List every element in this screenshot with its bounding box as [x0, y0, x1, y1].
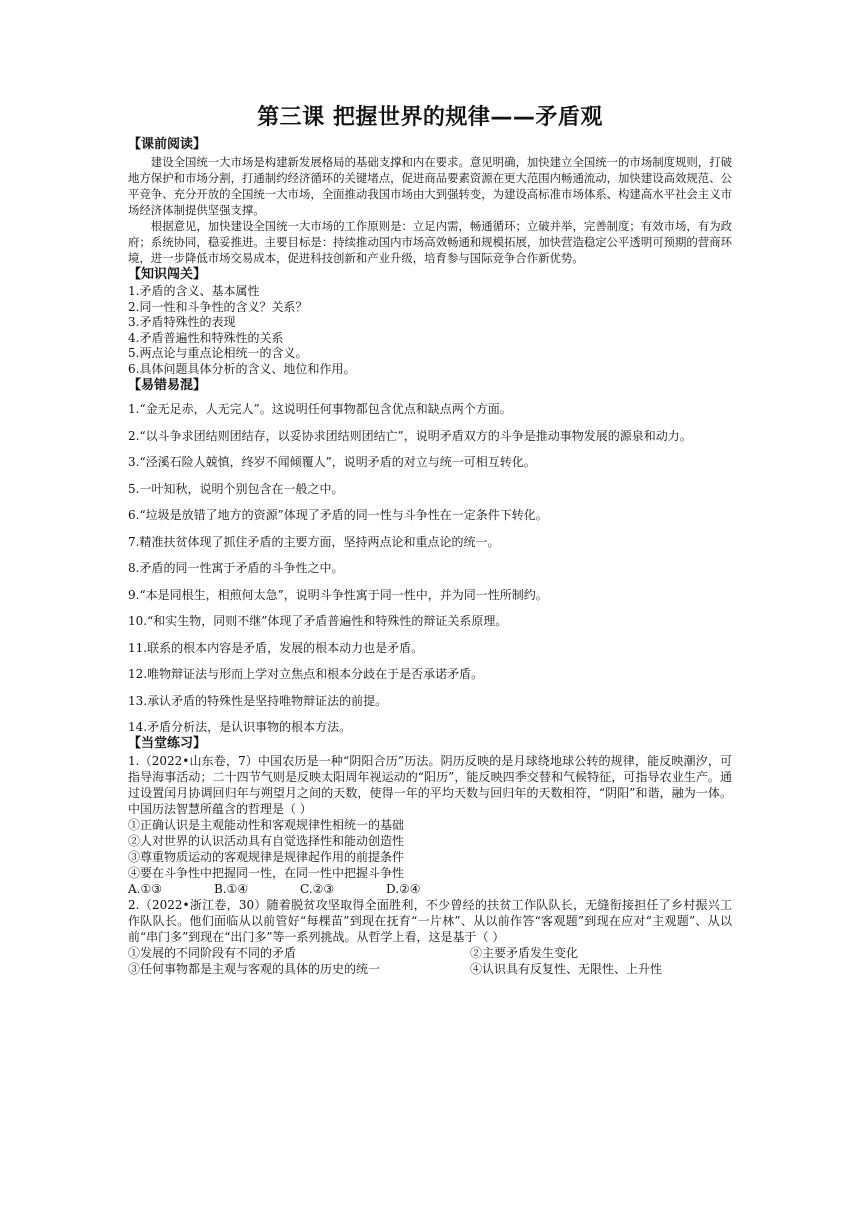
question-1-statement: ②人对世界的认识活动具有自觉选择性和能动创造性	[128, 834, 405, 848]
list-item: 1.矛盾的含义、基本属性	[128, 284, 260, 298]
list-item: 14.矛盾分析法，是认识事物的根本方法。	[128, 720, 352, 734]
question-2-statement: ③任何事物都是主观与客观的具体的历史的统一	[128, 962, 381, 976]
errors-list	[128, 401, 732, 735]
list-item: 3.“泾溪石险人兢慎，终岁不闻倾覆人”，说明矛盾的对立与统一可相互转化。	[128, 455, 536, 469]
knowledge-list	[128, 284, 732, 377]
practice-heading: 【当堂练习】	[128, 736, 207, 751]
errors-heading: 【易错易混】	[128, 378, 207, 393]
list-item: 13.承认矛盾的特殊性是坚持唯物辩证法的前提。	[128, 693, 388, 708]
list-item: 1.“金无足赤，人无完人”。这说明任何事物都包含优点和缺点两个方面。	[128, 402, 512, 416]
knowledge-heading: 【知识闯关】	[128, 267, 207, 282]
question-1-choices	[128, 881, 732, 897]
list-item: 11.联系的根本内容是矛盾，发展的根本动力也是矛盾。	[128, 640, 424, 655]
list-item: 8.矛盾的同一性寓于矛盾的斗争性之中。	[128, 561, 344, 575]
document-page	[128, 104, 732, 977]
question-1	[128, 753, 732, 897]
list-item: 3.矛盾特殊性的表现	[128, 315, 236, 329]
question-1-statement: ③尊重物质运动的客观规律是规律起作用的前提条件	[128, 850, 405, 864]
list-item: 10.“和实生物，同则不继”体现了矛盾普遍性和特殊性的辩证关系原理。	[128, 614, 508, 628]
choice-d: D.②④	[386, 882, 421, 896]
choice-a: A.①③	[128, 882, 162, 896]
question-2-stem: 2.（2022•浙江卷，30）随着脱贫攻坚取得全面胜利，不少曾经的扶贫工作队队长，无缝衔接担任了乡村振兴工作队队长。他们面临从以前管好“每棵苗”到现在抚育“一片林”、从以前作答“客观题”到现在应对“主观题”、从以前“串门多”到现在“出门多”等一系列挑战。从哲学上看，这是基于（ ）	[128, 898, 732, 944]
list-item: 6.“垃圾是放错了地方的资源”体现了矛盾的同一性与斗争性在一定条件下转化。	[128, 508, 548, 522]
question-2	[128, 897, 732, 977]
list-item: 6.具体问题具体分析的含义、地位和作用。	[128, 361, 356, 376]
list-item: 5.一叶知秋，说明个别包含在一般之中。	[128, 481, 344, 496]
list-item: 4.矛盾普遍性和特殊性的关系	[128, 330, 284, 345]
question-1-statement: ④要在斗争性中把握同一性，在同一性中把握斗争性	[128, 866, 405, 880]
list-item: 7.精准扶贫体现了抓住矛盾的主要方面，坚持两点论和重点论的统一。	[128, 534, 500, 549]
page-title: 第三课 把握世界的规律——矛盾观	[257, 105, 603, 130]
question-2-statement: ①发展的不同阶段有不同的矛盾	[128, 946, 297, 960]
choice-b: B.①④	[214, 882, 249, 896]
list-item: 9.“本是同根生，相煎何太急”，说明斗争性寓于同一性中，并为同一性所制约。	[128, 587, 548, 602]
pre-reading-paragraph-1: 建设全国统一大市场是构建新发展格局的基础支撑和内在要求。意见明确，加快建立全国统一的市场制度规则，打破地方保护和市场分割，打通制约经济循环的关键堵点，促进商品要素资源在更大范围内畅通流动，加快建设高效规范、公平竞争、充分开放的全国统一大市场，全面推动我国市场由大到强转变，为建设高标准市场体系、构建高水平社会主义市场经济体制提供坚强支撑。	[128, 155, 732, 217]
question-2-statement: ④认识具有反复性、无限性、上升性	[470, 962, 663, 976]
choice-c: C.②③	[300, 882, 335, 896]
question-1-stem: 1.（2022•山东卷，7）中国农历是一种“阴阳合历”历法。阴历反映的是月球绕地球公转的规律，能反映潮汐，可指导海事活动；二十四节气则是反映太阳周年视运动的“阳历”，能反映四季交替和气候特征，可指导农业生产。通过设置闰月协调回归年与朔望月之间的天数，使得一年的平均天数与回归年的天数相符，“阴阳”和谐，融为一体。中国历法智慧所蕴含的哲理是（ ）	[128, 754, 732, 816]
list-item: 2.“以斗争求团结则团结存，以妥协求团结则团结亡”，说明矛盾双方的斗争是推动事物发展的源泉和动力。	[128, 428, 692, 443]
pre-reading-paragraph-2: 根据意见，加快建设全国统一大市场的工作原则是：立足内需，畅通循环；立破并举，完善制度；有效市场，有为政府；系统协同，稳妥推进。主要目标是：持续推动国内市场高效畅通和规模拓展，加快营造稳定公平透明可预期的营商环境，进一步降低市场交易成本，促进科技创新和产业升级，培育参与国际竞争合作新优势。	[128, 219, 732, 265]
question-1-statement: ①正确认识是主观能动性和客观规律性相统一的基础	[128, 818, 405, 832]
question-2-options-row	[128, 945, 732, 961]
question-2-options-row	[128, 961, 732, 977]
list-item: 2.同一性和斗争性的含义？关系？	[128, 299, 308, 314]
pre-reading-heading: 【课前阅读】	[128, 137, 207, 152]
question-2-statement: ②主要矛盾发生变化	[470, 946, 579, 960]
list-item: 12.唯物辩证法与形而上学对立焦点和根本分歧在于是否承诺矛盾。	[128, 667, 484, 681]
list-item: 5.两点论与重点论相统一的含义。	[128, 346, 308, 360]
